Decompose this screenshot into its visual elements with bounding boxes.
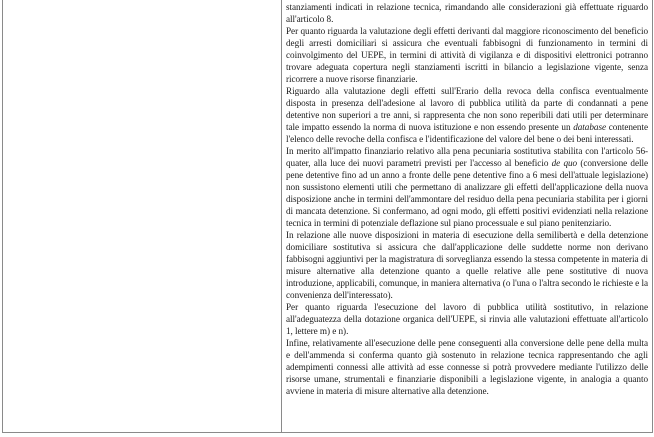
paragraph-4-tail: (conversione delle pene detentive fino ad un anno a fronte delle pene detentive fino a 6 mesi dell'attuale legislazione) non sussistono elementi utili che permettano di analizzare gli effetti dell'applicazione della nuova disposizione anche in termini dell'ammontare del residuo della pena pecuniaria stabilita per i giorni di mancata detenzione. Si confermano, ad ogni modo, gli effetti positivi evidenziati nella relazione tecnica in termini di potenziale deflazione sul piano processuale e sul piano penitenziario.: [286, 158, 649, 228]
paragraph-2: Per quanto riguarda la valutazione degli effetti derivanti dal maggiore riconoscimento del beneficio degli arresti domiciliari si assicura che eventuali fabbisogni di funzionamento in termini di coinvolgimento del UEPE, in termini di attività di vigilanza e di dispositivi elettronici potranno trovare adeguata copertura negli stanziamenti iscritti in bilancio a legislazione vigente, senza ricorrere a nuove risorse finanziarie.: [286, 26, 648, 84]
paragraph-1: stanziamenti indicati in relazione tecnica, rimandando alle considerazioni già effettuate riguardo all'articolo 8.: [286, 2, 648, 24]
paragraph-4: [286, 145, 648, 229]
paragraph-3-italic: database: [573, 122, 606, 132]
paragraph-3-text: Riguardo alla valutazione degli effetti sull'Erario della revoca della confisca eventualmente disposta in presenza dell'adesione al lavoro di pubblica utilità da parte di condannati a pene detentive non superiori a tre anni, si rappresenta che non sono reperibili dati utili per determinare tale impatto essendo la norma di nuova istituzione e non essendo presente un: [286, 86, 648, 132]
paragraph-4-text: In merito all'impatto finanziario relativo alla pena pecuniaria sostitutiva stabilita con l'articolo 56-quater, alla luce dei nuovi parametri previsti per l'accesso al beneficio: [286, 146, 648, 168]
paragraph-7: Infine, relativamente all'esecuzione delle pene conseguenti alla conversione delle pene della multa e dell'ammenda si conferma quanto già sostenuto in relazione tecnica rappresentando che agli adempimenti connessi alle attività ad esse connesse si potrà provvedere mediante l'utilizzo delle risorse umane, strumentali e finanziarie disponibili a legislazione vigente, in analogia a quanto avviene in materia di misure alternative alla detenzione.: [286, 338, 648, 396]
left-table-column: [2, 0, 282, 433]
paragraph-4-italic: de quo: [551, 158, 578, 168]
paragraph-3: [286, 85, 648, 145]
text-body: [286, 1, 648, 397]
paragraph-3-tail: contenente l'elenco delle revoche della confisca e l'identificazione del valore del bene o dei beni interessati.: [286, 122, 649, 144]
paragraph-5: In relazione alle nuove disposizioni in materia di esecuzione della semilibertà e della detenzione domiciliare sostitutiva si assicura che dall'applicazione delle suddette norme non derivano fabbisogni aggiuntivi per la magistratura di sorveglianza essendo la stessa competente in materia di misure alternative alla detenzione quanto a quelle relative alle pene sostitutive di nuova introduzione, applicabili, comunque, in maniera alternativa (o l'una o l'altra secondo le richieste e la convenienza dell'interessato).: [286, 230, 648, 300]
paragraph-6: Per quanto riguarda l'esecuzione del lavoro di pubblica utilità sostitutivo, in relazione all'adeguatezza della dotazione organica dell'UEPE, si rinvia alle valutazioni effettuate all'articolo 1, lettere m) e n).: [286, 302, 648, 336]
